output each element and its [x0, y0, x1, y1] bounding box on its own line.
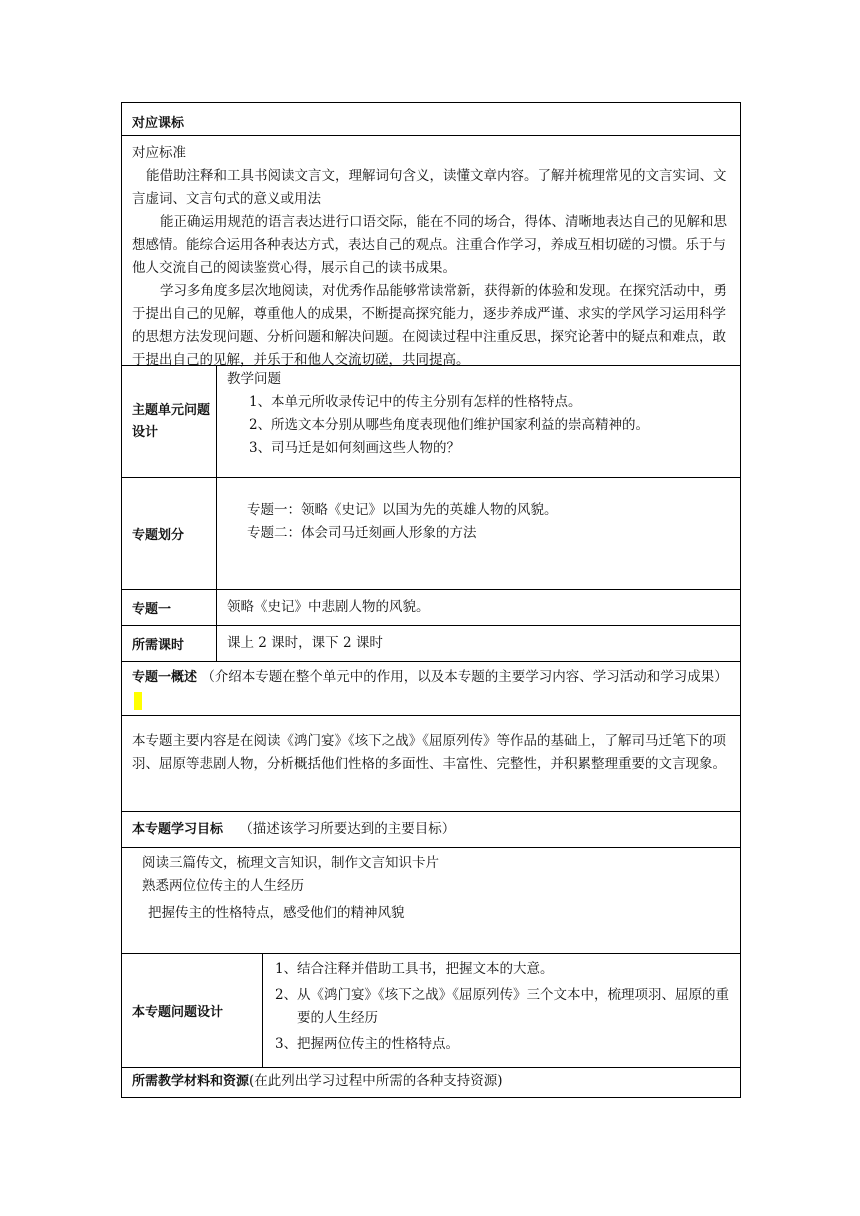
- resources-row: [122, 1067, 740, 1097]
- problem-text: 结合注释并借助工具书，把握文本的大意。: [297, 961, 554, 977]
- overview-note: （介绍本专题在整个单元中的作用，以及本专题的主要学习内容、学习活动和学习成果）: [201, 669, 728, 685]
- unit-question-item: [227, 437, 730, 460]
- highlight-marker: [134, 692, 142, 710]
- problem-text: 把握两位传主的性格特点。: [297, 1036, 459, 1052]
- unit-question-num: 2、: [249, 417, 272, 433]
- topic-division-item: 专题二：体会司马迁刻画人形象的方法: [247, 525, 477, 541]
- unit-question-text: 本单元所收录传记中的传主分别有怎样的性格特点。: [271, 394, 582, 410]
- curriculum-header: [122, 103, 740, 135]
- hours-label: 所需课时: [122, 626, 217, 661]
- standard-para-3: 学习多角度多层次地阅读，对优秀作品能够常读常新，获得新的体验和发现。在探究活动中，勇于提出自己的见解，尊重他人的成果，不断提高探究能力，逐步养成严谨、求实的学风学习运用科学的思想方法发现问题、分析问题和解决问题。在阅读过程中注重反思，探究论著中的疑点和难点，敢于提出自己的见解，并乐于和他人交流切磋，共同提高。: [132, 283, 727, 368]
- standard-para-1: 能借助注释和工具书阅读文言文，理解词句含义，读懂文章内容。了解并梳理常见的文言实词、文言虚词、文言句式的意义或用法: [132, 168, 727, 207]
- problem-num: 1、: [275, 961, 298, 977]
- resources-label: 所需教学材料和资源: [132, 1074, 250, 1089]
- goal-item: 把握传主的性格特点，感受他们的精神风貌: [148, 905, 405, 921]
- topic-division-content: [217, 478, 740, 589]
- standards-cell: [122, 135, 740, 368]
- problem-num: 2、: [275, 987, 298, 1003]
- standard-para-2: 能正确运用规范的语言表达进行口语交际，能在不同的场合，得体、清晰地表达自己的见解和思想感情。能综合运用各种表达方式，表达自己的观点。注重合作学习，养成互相切磋的习惯。乐于与他人交流自己的阅读鉴赏心得，展示自己的读书成果。: [132, 214, 727, 276]
- goals-note: （描述该学习所要达到的主要目标）: [239, 821, 456, 837]
- problem-item: [275, 958, 730, 981]
- hours-value: 课上 2 课时，课下 2 课时: [227, 635, 383, 651]
- topic1-label: 专题一: [122, 590, 217, 625]
- goals-label: 本专题学习目标: [132, 822, 224, 837]
- problems-content: [263, 954, 740, 1067]
- problems-label: 本专题问题设计: [122, 954, 263, 1067]
- unit-question-label: 主题单元问题设计: [122, 366, 217, 477]
- unit-question-item: [227, 391, 730, 414]
- hours-row: [122, 625, 740, 661]
- unit-question-num: 3、: [249, 440, 272, 456]
- unit-question-num: 1、: [249, 394, 272, 410]
- problem-item: [275, 984, 730, 1030]
- topic-division-label: 专题划分: [122, 478, 217, 589]
- unit-question-content: [217, 366, 740, 477]
- lesson-plan-table: [121, 102, 741, 1098]
- overview-header-row: [122, 661, 740, 715]
- topic-division-item: 专题一：领略《史记》以国为先的英雄人物的风貌。: [247, 502, 558, 518]
- unit-question-text: 司马迁是如何刻画这些人物的？: [271, 440, 460, 456]
- goals-header-row: [122, 811, 740, 847]
- resources-note: (在此列出学习过程中所需的各种支持资源): [249, 1073, 503, 1089]
- goals-row: [122, 847, 740, 953]
- unit-question-row: [122, 365, 740, 477]
- topic1-row: [122, 589, 740, 625]
- goal-item: 熟悉两位位传主的人生经历: [142, 878, 304, 894]
- problems-row: [122, 953, 740, 1067]
- topic1-value: 领略《史记》中悲剧人物的风貌。: [227, 599, 430, 615]
- unit-questions-title: 教学问题: [227, 371, 281, 387]
- standard-label: 对应标准: [132, 145, 186, 161]
- problem-num: 3、: [275, 1036, 298, 1052]
- curriculum-header-text: 对应课标: [132, 116, 185, 131]
- overview-label: 专题一概述: [132, 670, 198, 685]
- topic-division-row: [122, 477, 740, 589]
- overview-text: 本专题主要内容是在阅读《鸿门宴》《垓下之战》《屈原列传》等作品的基础上，了解司马迁笔下的项羽、屈原等悲剧人物，分析概括他们性格的多面性、丰富性、完整性，并积累整理重要的文言现象。: [132, 733, 726, 772]
- problem-text: 从《鸿门宴》《垓下之战》《屈原列传》三个文本中，梳理项羽、屈原的重要的人生经历: [297, 987, 729, 1026]
- unit-question-text: 所选文本分别从哪些角度表现他们维护国家利益的崇高精神的。: [271, 417, 649, 433]
- unit-question-item: [227, 414, 730, 437]
- goal-item: 阅读三篇传文，梳理文言知识，制作文言知识卡片: [142, 855, 439, 871]
- overview-text-row: [122, 715, 740, 811]
- problem-item: [275, 1033, 730, 1056]
